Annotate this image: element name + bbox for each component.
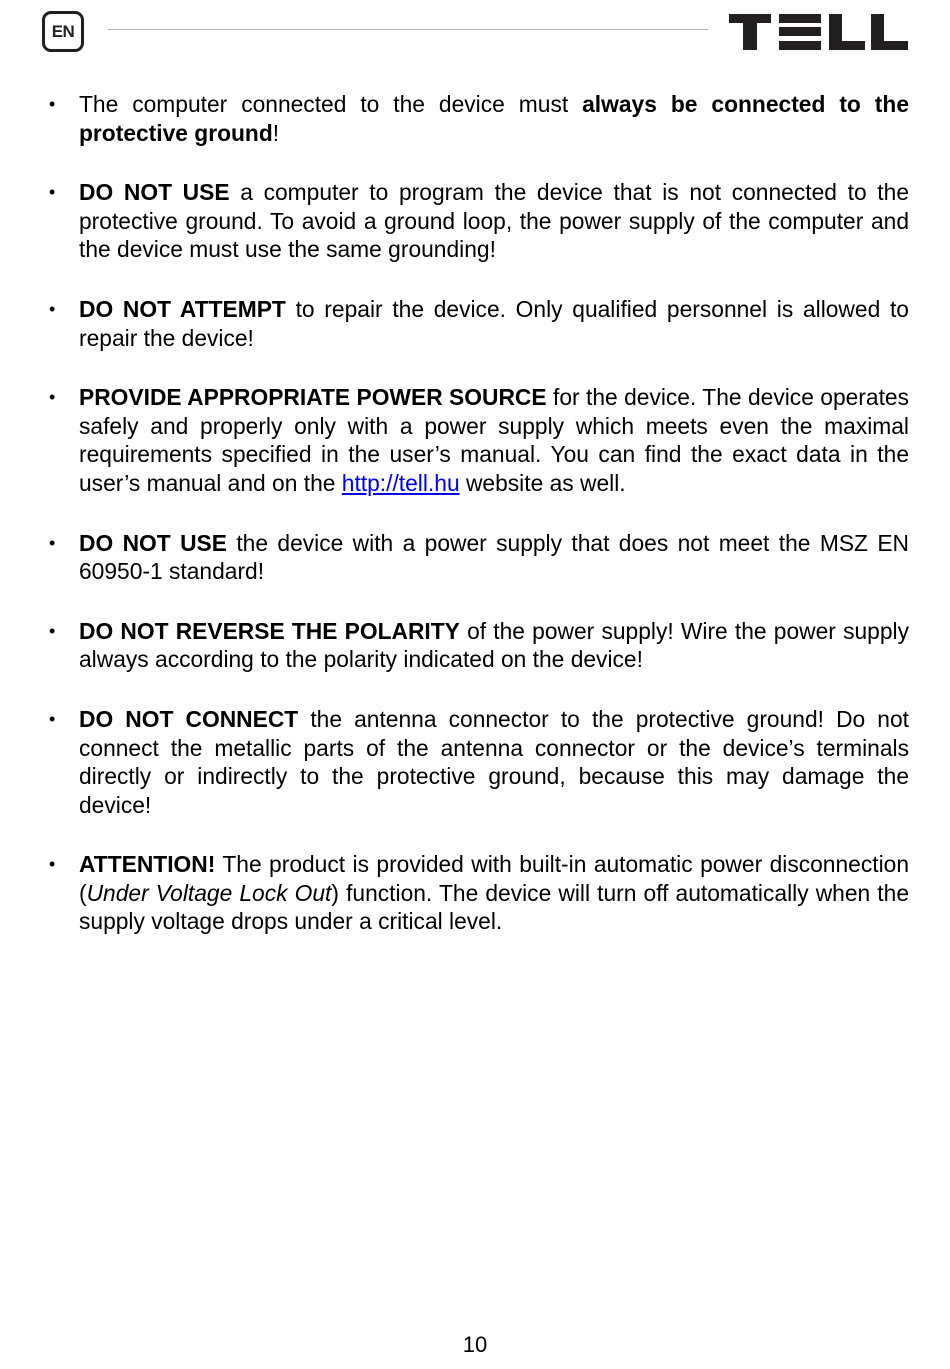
bullet-text [79,705,909,819]
text-segment: ) function. The device will turn off automatically when the supply voltage drops under a critical level. [79,879,909,935]
bullet-dot-icon: • [49,182,56,203]
bold-keyword: DO NOT REVERSE THE POLARITY [79,617,460,644]
bold-keyword: DO NOT CONNECT [79,705,299,732]
bullet-item [49,178,909,264]
bold-keyword: DO NOT USE [79,529,227,556]
header-divider [108,29,708,30]
bold-keyword: ATTENTION! [79,851,216,878]
bullet-item [49,705,909,819]
text-segment: ! [272,119,280,146]
bullet-item [49,529,909,586]
bullet-dot-icon: • [49,387,56,408]
bullet-text [79,850,909,936]
text-segment: the antenna connector to the protective ground! Do not connect the metallic parts of the antenna connector or the device’s terminals directly or indirectly to the protective ground, because this may damage the device! [79,705,910,818]
bullet-dot-icon: • [49,708,56,729]
italic-term: Under Voltage Lock Out [86,879,332,906]
page-number: 10 [462,1332,488,1357]
bullet-text [79,617,909,674]
bullet-dot-icon: • [49,854,56,875]
bullet-text [79,178,909,264]
tell-logo-icon [729,14,908,50]
text-segment: website as well. [459,469,626,496]
bullet-dot-icon: • [49,532,56,553]
text-segment: a computer to program the device that is not connected to the protective ground. To avoid a ground loop, the power supply of the computer and the device must use the same grounding! [79,179,909,263]
bullet-text [79,295,909,352]
bullet-dot-icon: • [49,620,56,641]
text-segment: The computer connected to the device must [79,91,583,117]
bold-keyword: DO NOT ATTEMPT [79,295,286,322]
bullet-item [49,617,909,674]
bullet-item [49,383,909,497]
bold-keyword: always be connected to the protective ground [79,91,909,146]
text-segment: to repair the device. Only qualified personnel is allowed to repair the device! [79,295,909,351]
text-segment: of the power supply! Wire the power supply always according to the polarity indicated on the device! [79,617,909,673]
text-segment: The product is provided with built-in automatic power disconnection ( [79,851,909,906]
bullet-dot-icon: • [49,94,56,114]
bullet-item [49,295,909,352]
bullet-text [79,529,909,586]
safety-instructions-list [49,90,909,967]
bullet-text [79,90,909,147]
bold-keyword: DO NOT USE [79,179,230,206]
bullet-item [49,90,909,147]
bullet-text [79,383,909,497]
page-header [0,0,950,70]
website-link[interactable]: http://tell.hu [341,469,460,496]
bullet-dot-icon: • [49,298,56,319]
bullet-item [49,850,909,936]
bold-keyword: PROVIDE APPROPRIATE POWER SOURCE [79,384,547,411]
language-badge: EN [42,11,84,52]
text-segment: for the device. The device operates safely and properly only with a power supply which meets even the maximal requirements specified in the user’s manual. You can find the exact data in the user’s manual and on the [79,384,909,496]
text-segment: the device with a power supply that does not meet the MSZ EN 60950-1 standard! [79,529,909,585]
